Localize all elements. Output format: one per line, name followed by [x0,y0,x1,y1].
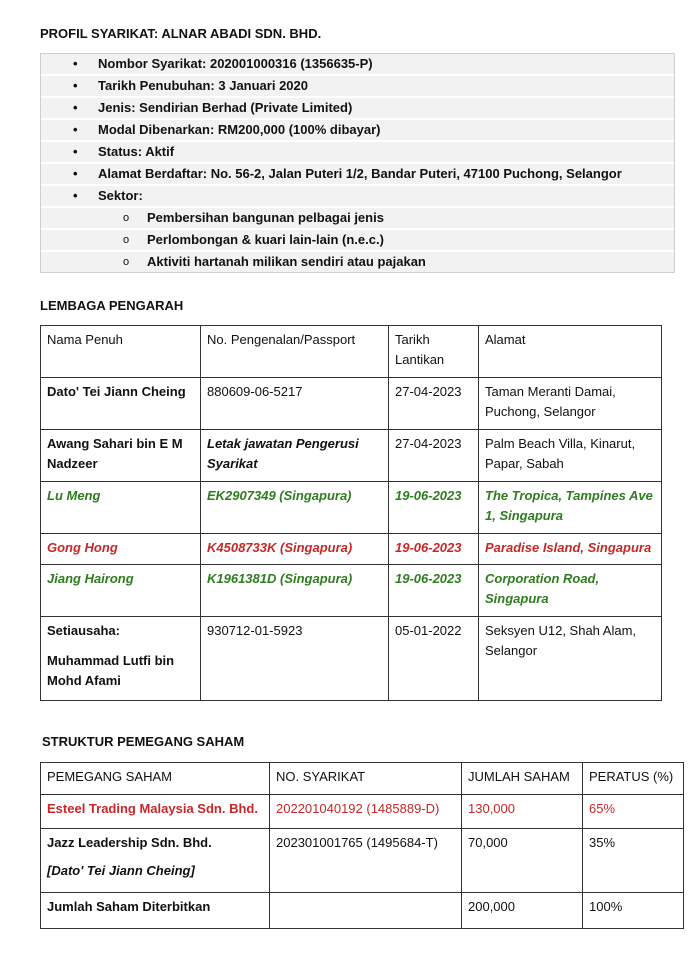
director-name: Gong Hong [41,534,201,565]
directors-table [40,325,662,701]
secretary-cell [41,617,201,701]
table-row [41,565,662,617]
holder-reg: 202301001765 (1495684-T) [270,829,462,893]
header-cell: PEMEGANG SAHAM [41,763,270,795]
holder-cell [41,829,270,893]
director-date: 19-06-2023 [389,565,479,617]
profile-item: • Status: Aktif [41,142,674,164]
header-cell: Tarikh Lantikan [389,326,479,378]
shareholders-table [40,762,684,929]
director-date: 27-04-2023 [389,430,479,482]
director-name: Awang Sahari bin E M Nadzeer [41,430,201,482]
profile-item: • Modal Dibenarkan: RM200,000 (100% dibayar) [41,120,674,142]
director-address: The Tropica, Tampines Ave 1, Singapura [479,482,662,534]
table-header-row [41,326,662,378]
total-shares: 200,000 [462,893,583,929]
total-pct: 100% [583,893,684,929]
holder-pct: 65% [583,795,684,829]
directors-title: LEMBAGA PENGARAH [40,298,184,313]
holder-note: [Dato' Tei Jiann Cheing] [47,863,195,878]
profile-item: • Alamat Berdaftar: No. 56-2, Jalan Puteri 1/2, Bandar Puteri, 47100 Puchong, Selangor [41,164,674,186]
shareholders-title: STRUKTUR PEMEGANG SAHAM [42,734,245,749]
header-cell: No. Pengenalan/Passport [201,326,389,378]
bullet-icon: • [73,100,78,115]
header-cell: JUMLAH SAHAM [462,763,583,795]
table-row [41,829,684,893]
director-date: 19-06-2023 [389,482,479,534]
holder-shares: 130,000 [462,795,583,829]
director-date: 19-06-2023 [389,534,479,565]
director-id: K1961381D (Singapura) [201,565,389,617]
profile-item: • Nombor Syarikat: 202001000316 (1356635-P) [41,54,674,76]
table-row [41,378,662,430]
secretary-address: Seksyen U12, Shah Alam, Selangor [479,617,662,701]
sector-item: o Aktiviti hartanah milikan sendiri atau pajakan [41,252,674,272]
profile-item: • Jenis: Sendirian Berhad (Private Limited) [41,98,674,120]
director-id: K4508733K (Singapura) [201,534,389,565]
header-cell: Nama Penuh [41,326,201,378]
circle-bullet-icon: o [123,256,130,268]
profile-item: • Tarikh Penubuhan: 3 Januari 2020 [41,76,674,98]
director-id: 880609-06-5217 [201,378,389,430]
secretary-label: Setiausaha: [47,623,120,638]
table-header-row [41,763,684,795]
director-id: EK2907349 (Singapura) [201,482,389,534]
table-row [41,617,662,701]
bullet-icon: • [73,144,78,159]
table-row [41,795,684,829]
table-row [41,430,662,482]
director-name: Lu Meng [41,482,201,534]
secretary-id: 930712-01-5923 [201,617,389,701]
director-id: Letak jawatan Pengerusi Syarikat [201,430,389,482]
table-row [41,534,662,565]
bullet-icon: • [73,56,78,71]
secretary-date: 05-01-2022 [389,617,479,701]
director-date: 27-04-2023 [389,378,479,430]
holder-shares: 70,000 [462,829,583,893]
header-cell: PERATUS (%) [583,763,684,795]
sector-item: o Perlombongan & kuari lain-lain (n.e.c.) [41,230,674,252]
header-cell: Alamat [479,326,662,378]
circle-bullet-icon: o [123,212,130,224]
bullet-icon: • [73,78,78,93]
director-name: Dato' Tei Jiann Cheing [41,378,201,430]
profile-item: • Sektor: [41,186,674,208]
secretary-name: Muhammad Lutfi bin Mohd Afami [47,653,175,688]
director-address: Corporation Road, Singapura [479,565,662,617]
table-row [41,482,662,534]
circle-bullet-icon: o [123,234,130,246]
director-name: Jiang Hairong [41,565,201,617]
profile-box [40,53,675,273]
total-reg [270,893,462,929]
bullet-icon: • [73,188,78,203]
bullet-icon: • [73,166,78,181]
holder-name: Jazz Leadership Sdn. Bhd. [47,835,212,850]
bullet-icon: • [73,122,78,137]
sector-item: o Pembersihan bangunan pelbagai jenis [41,208,674,230]
profile-title: PROFIL SYARIKAT: ALNAR ABADI SDN. BHD. [40,26,322,41]
table-total-row [41,893,684,929]
director-address: Paradise Island, Singapura [479,534,662,565]
header-cell: NO. SYARIKAT [270,763,462,795]
director-address: Palm Beach Villa, Kinarut, Papar, Sabah [479,430,662,482]
director-address: Taman Meranti Damai, Puchong, Selangor [479,378,662,430]
total-label: Jumlah Saham Diterbitkan [41,893,270,929]
holder-reg: 202201040192 (1485889-D) [270,795,462,829]
holder-pct: 35% [583,829,684,893]
holder-name: Esteel Trading Malaysia Sdn. Bhd. [41,795,270,829]
